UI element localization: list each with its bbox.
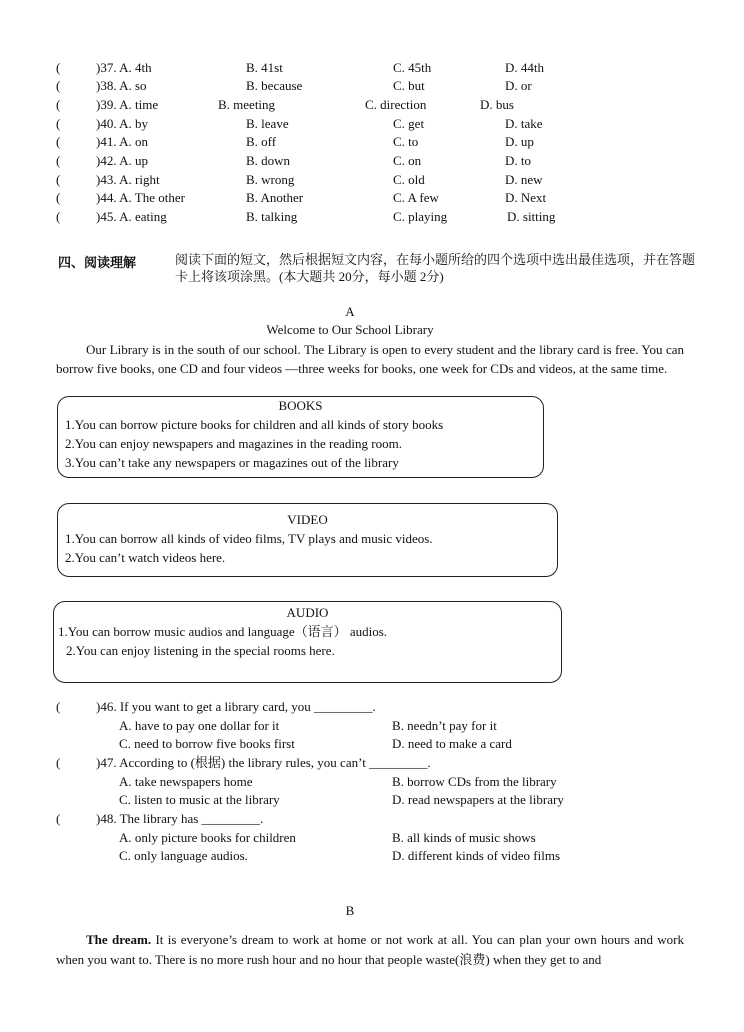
question-options-row [56, 791, 696, 809]
cloze-row [56, 152, 696, 170]
cloze-row [56, 96, 696, 114]
question-option-b: B. needn’t pay for it [392, 718, 497, 733]
question-stem-row [56, 754, 696, 772]
cloze-option-b: B. 41st [246, 60, 283, 75]
question-stem-row [56, 698, 696, 716]
cloze-option-d: D. Next [505, 190, 547, 205]
cloze-option-d: D. to [505, 153, 531, 168]
question-option-b: B. borrow CDs from the library [392, 774, 557, 789]
cloze-option-c: C. on [393, 153, 422, 168]
question-option-d: D. need to make a card [392, 736, 512, 751]
answer-paren: ( [56, 116, 61, 131]
books-rule-1: 1.You can borrow picture books for children and all kinds of story books [65, 417, 444, 432]
cloze-option-d: D. bus [480, 97, 514, 112]
answer-paren: ( [56, 811, 61, 826]
video-box [57, 503, 558, 577]
question-stem-row [56, 810, 696, 828]
cloze-option-d: D. 44th [505, 60, 544, 75]
passage-a-title: Welcome to Our School Library [266, 322, 434, 337]
answer-paren: ( [56, 60, 61, 75]
cloze-row [56, 133, 696, 151]
audio-rule-1: 1.You can borrow music audios and language（语言） audios. [58, 624, 388, 639]
cloze-row [56, 208, 696, 226]
passage-b-lead: The dream. [86, 932, 152, 947]
answer-paren: ( [56, 172, 61, 187]
cloze-option-c: C. get [393, 116, 425, 131]
cloze-option-d: D. up [505, 134, 534, 149]
cloze-option-d: D. sitting [507, 209, 556, 224]
audio-rule-2: 2.You can enjoy listening in the special rooms here. [66, 643, 335, 658]
cloze-row [56, 77, 696, 95]
cloze-option-a: )41. A. on [96, 134, 148, 149]
question-option-b: B. all kinds of music shows [392, 830, 536, 845]
answer-paren: ( [56, 153, 61, 168]
question-option-c: C. only language audios. [119, 848, 248, 863]
cloze-option-a: )45. A. eating [96, 209, 167, 224]
cloze-option-d: D. or [505, 78, 532, 93]
passage-a-intro: Our Library is in the south of our school. The Library is open to every student and the library card is free. You can borrow five books, one CD and four videos —three weeks for books, one week for CDs and videos, at the same time. [56, 342, 684, 376]
passage-b-body: It is everyone’s dream to work at home or not work at all. You can plan your own hours and work when you want to. There is no more rush hour and no hour that people waste(浪费) when they get to and [56, 932, 684, 967]
cloze-option-c: C. old [393, 172, 425, 187]
passage-b-label: B [345, 903, 355, 918]
answer-paren: ( [56, 97, 61, 112]
cloze-option-c: C. but [393, 78, 425, 93]
section-title: 四、阅读理解 [58, 256, 137, 271]
cloze-option-b: B. wrong [246, 172, 295, 187]
question-stem: )46. If you want to get a library card, you _________. [96, 699, 376, 714]
question-option-d: D. read newspapers at the library [392, 792, 564, 807]
books-box [57, 396, 544, 478]
video-rule-1: 1.You can borrow all kinds of video films, TV plays and music videos. [65, 531, 433, 546]
question-option-a: A. take newspapers home [119, 774, 253, 789]
cloze-option-c: C. 45th [393, 60, 432, 75]
answer-paren: ( [56, 134, 61, 149]
cloze-option-c: C. playing [393, 209, 448, 224]
cloze-option-c: C. direction [365, 97, 427, 112]
cloze-row [56, 189, 696, 207]
question-options-row [56, 847, 696, 865]
cloze-option-b: B. down [246, 153, 291, 168]
cloze-option-a: )38. A. so [96, 78, 147, 93]
books-rule-3: 3.You can’t take any newspapers or magazines out of the library [65, 455, 399, 470]
cloze-option-c: C. A few [393, 190, 439, 205]
cloze-option-a: )43. A. right [96, 172, 160, 187]
cloze-option-a: )42. A. up [96, 153, 148, 168]
question-option-a: A. only picture books for children [119, 830, 296, 845]
question-option-d: D. different kinds of video films [392, 848, 561, 863]
cloze-option-b: B. talking [246, 209, 298, 224]
cloze-option-d: D. take [505, 116, 543, 131]
passage-a-label: A [345, 304, 355, 319]
answer-paren: ( [56, 78, 61, 93]
question-option-c: C. listen to music at the library [119, 792, 280, 807]
cloze-option-a: )39. A. time [96, 97, 159, 112]
cloze-option-b: B. leave [246, 116, 289, 131]
cloze-row [56, 59, 696, 77]
passage-b-text [56, 930, 684, 970]
section-instruction: 阅读下面的短文，然后根据短文内容，在每小题所给的四个选项中选出最佳选项，并在答题卡上将该项涂黑。(本大题共 20分，每小题 2分) [175, 252, 696, 284]
question-options-row [56, 829, 696, 847]
question-stem: )48. The library has _________. [96, 811, 264, 826]
question-options-row [56, 735, 696, 753]
books-rule-2: 2.You can enjoy newspapers and magazines in the reading room. [65, 436, 402, 451]
cloze-row [56, 171, 696, 189]
answer-paren: ( [56, 190, 61, 205]
question-options-row [56, 773, 696, 791]
cloze-option-c: C. to [393, 134, 419, 149]
cloze-option-a: )44. A. The other [96, 190, 185, 205]
cloze-option-d: D. new [505, 172, 543, 187]
question-option-c: C. need to borrow five books first [119, 736, 295, 751]
question-options-row [56, 717, 696, 735]
answer-paren: ( [56, 209, 61, 224]
answer-paren: ( [56, 755, 61, 770]
cloze-option-b: B. off [246, 134, 277, 149]
video-rule-2: 2.You can’t watch videos here. [65, 550, 226, 565]
audio-box-title: AUDIO [286, 605, 329, 620]
books-box-title: BOOKS [278, 398, 323, 413]
cloze-option-b: B. Another [246, 190, 304, 205]
video-box-title: VIDEO [287, 512, 328, 527]
cloze-option-b: B. meeting [218, 97, 276, 112]
cloze-option-a: )40. A. by [96, 116, 148, 131]
audio-box [53, 601, 562, 683]
question-option-a: A. have to pay one dollar for it [119, 718, 280, 733]
answer-paren: ( [56, 699, 61, 714]
cloze-option-a: )37. A. 4th [96, 60, 152, 75]
cloze-row [56, 115, 696, 133]
question-stem: )47. According to (根据) the library rules, you can’t _________. [96, 755, 431, 770]
cloze-option-b: B. because [246, 78, 303, 93]
